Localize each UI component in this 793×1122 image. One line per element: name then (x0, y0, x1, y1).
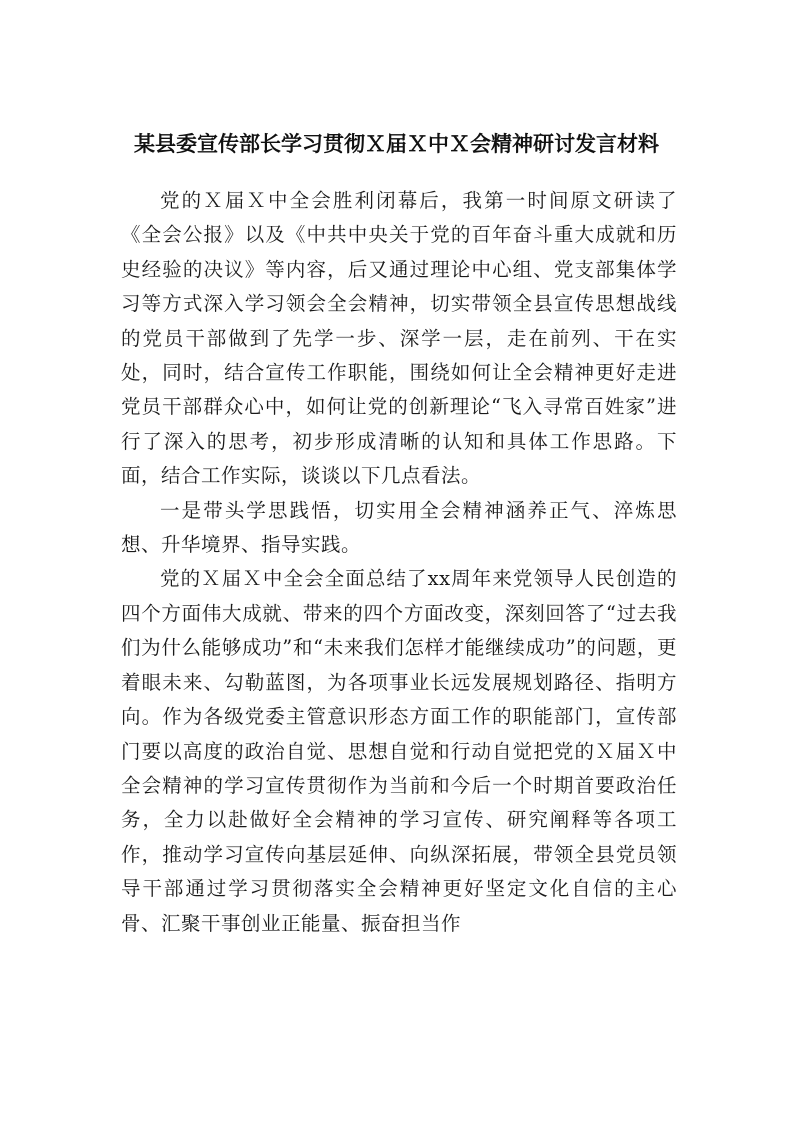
document-title: 某县委宣传部长学习贯彻Ｘ届Ｘ中Ｘ会精神研讨发言材料 (134, 132, 659, 156)
paragraph-point-one: 一是带头学思践悟，切实用全会精神涵养正气、淬炼思想、升华境界、指导实践。 (121, 498, 677, 557)
paragraph-plenum-summary: 党的Ｘ届Ｘ中全会全面总结了xx周年来党领导人民创造的四个方面伟大成就、带来的四个方面改变，深刻回答了“过去我们为什么能够成功”和“未来我们怎样才能继续成功”的问题，更着眼未来、勾勒蓝图，为各项事业长远发展规划路径、指明方向。作为各级党委主管意识形态方面工作的职能部门，宣传部门要以高度的政治自觉、思想自觉和行动自觉把党的Ｘ届Ｘ中全会精神的学习宣传贯彻作为当前和今后一个时期首要政治任务，全力以赴做好全会精神的学习宣传、研究阐释等各项工作，推动学习宣传向基层延伸、向纵深拓展，带领全县党员领导干部通过学习贯彻落实全会精神更好坚定文化自信的主心骨、汇聚干事创业正能量、振奋担当作 (121, 567, 677, 935)
paragraph-intro: 党的Ｘ届Ｘ中全会胜利闭幕后，我第一时间原文研读了《全会公报》以及《中共中央关于党的百年奋斗重大成就和历史经验的决议》等内容，后又通过理论中心组、党支部集体学习等方式深入学习领会全会精神，切实带领全县宣传思想战线的党员干部做到了先学一步、深学一层，走在前列、干在实处，同时，结合宣传工作职能，围绕如何让全会精神更好走进党员干部群众心中，如何让党的创新理论“飞入寻常百姓家”进行了深入的思考，初步形成清晰的认知和具体工作思路。下面，结合工作实际，谈谈以下几点看法。 (121, 189, 677, 488)
document-body (121, 184, 677, 941)
